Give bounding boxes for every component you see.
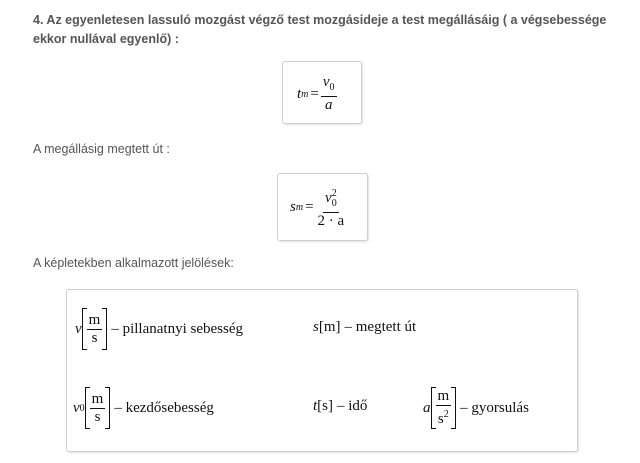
legend-symbol: t	[313, 398, 318, 414]
formula-numerator-sub: 0	[331, 198, 337, 209]
formula-lhs-sub: m	[301, 88, 309, 100]
formula-stopping-distance	[290, 186, 346, 229]
label-distance: A megállásig megtett út :	[33, 142, 170, 156]
unit-numerator: m	[437, 388, 450, 404]
unit-bracket	[431, 387, 457, 429]
formula-lhs: t	[297, 85, 302, 102]
formula-lhs: s	[290, 199, 296, 215]
unit-denominator-sup: 2	[443, 409, 449, 420]
unit-denominator: s	[91, 329, 98, 346]
formula-box-distance	[277, 173, 368, 241]
formula-box-time	[282, 61, 362, 124]
legend-description: – kezdősebesség	[114, 399, 214, 416]
exercise-heading: 4. Az egyenletesen lassuló mozgást végző test mozgásideje a test megállásáig ( a végsebessége ekkor nullával egyenlő) :	[33, 13, 607, 46]
formula-lhs-sub: m	[295, 202, 304, 213]
formula-numerator-sub: 0	[329, 82, 335, 93]
formula-numerator: v	[325, 190, 332, 206]
unit-denominator: s	[94, 408, 101, 425]
unit-bracket	[82, 308, 108, 350]
legend-description: – pillanatnyi sebesség	[111, 320, 243, 337]
legend-description: – megtett út	[344, 319, 417, 335]
legend-description: – idő	[337, 398, 368, 414]
notation-legend-box	[66, 289, 578, 452]
formula-equals: =	[305, 199, 314, 215]
formula-denominator: 2 · a	[317, 213, 345, 229]
legend-distance	[313, 319, 416, 336]
legend-symbol: a	[423, 399, 431, 416]
legend-symbol: v	[75, 320, 82, 337]
formula-fraction	[321, 75, 337, 113]
legend-velocity	[75, 308, 243, 350]
label-notation: A képletekben alkalmazott jelölések:	[33, 256, 234, 270]
legend-unit: [m]	[318, 319, 341, 335]
formula-numerator-sup: 2	[331, 188, 337, 199]
formula-equals: =	[310, 85, 319, 102]
legend-acceleration	[423, 387, 529, 429]
formula-fraction	[316, 186, 347, 229]
legend-description: – gyorsulás	[460, 399, 529, 416]
unit-numerator: m	[91, 390, 104, 407]
legend-symbol: v	[73, 399, 80, 416]
unit-numerator: m	[88, 311, 101, 328]
legend-unit: [s]	[317, 398, 333, 414]
formula-denominator: a	[324, 97, 333, 113]
unit-bracket	[85, 387, 111, 429]
legend-initial-velocity	[73, 387, 214, 429]
formula-stopping-time	[297, 75, 337, 113]
legend-symbol: s	[313, 319, 319, 335]
formula-numerator: v	[322, 74, 330, 90]
legend-time	[313, 398, 367, 415]
legend-symbol-sub: 0	[79, 402, 85, 414]
unit-denominator: s	[437, 411, 444, 427]
